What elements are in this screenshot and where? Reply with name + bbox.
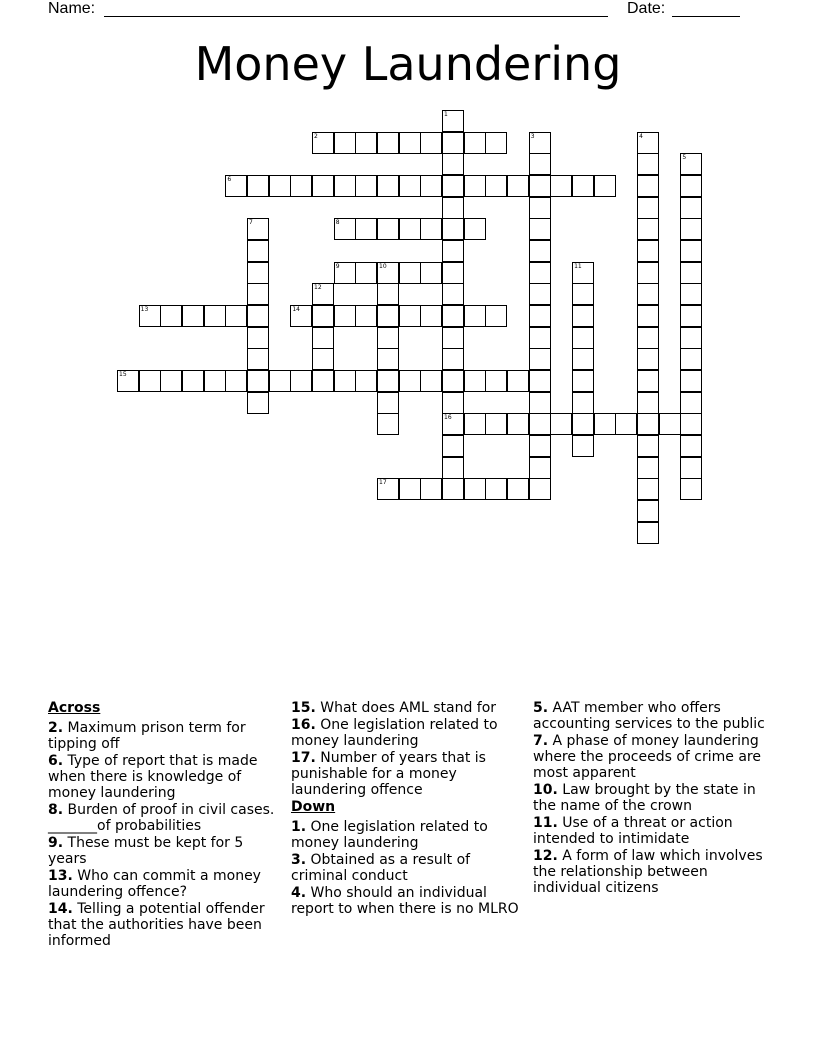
grid-cell[interactable] (442, 110, 464, 132)
grid-cell[interactable] (680, 175, 702, 197)
grid-cell[interactable] (680, 327, 702, 349)
grid-cell[interactable] (399, 305, 421, 327)
grid-cell[interactable] (377, 370, 399, 392)
clue-item (48, 901, 280, 949)
grid-cell[interactable] (312, 305, 334, 327)
grid-cell[interactable] (377, 262, 399, 284)
grid-cell[interactable] (442, 392, 464, 414)
grid-cell[interactable] (399, 478, 421, 500)
clue-number: 13 (140, 306, 149, 314)
grid-cell[interactable] (420, 478, 442, 500)
grid-cell[interactable] (464, 370, 486, 392)
grid-cell[interactable] (247, 283, 269, 305)
grid-cell[interactable] (247, 370, 269, 392)
grid-cell[interactable] (442, 175, 464, 197)
clue-item-text: One legislation related to money laundering (291, 717, 498, 749)
grid-cell[interactable] (572, 175, 594, 197)
grid-cell[interactable] (485, 175, 507, 197)
clue-number: 3 (530, 132, 535, 140)
grid-cell[interactable] (485, 305, 507, 327)
grid-cell[interactable] (572, 348, 594, 370)
grid-cell[interactable] (334, 262, 356, 284)
grid-cell[interactable] (377, 478, 399, 500)
clue-item (533, 700, 769, 732)
grid-cell[interactable] (247, 392, 269, 414)
grid-cell[interactable] (247, 262, 269, 284)
grid-cell[interactable] (377, 175, 399, 197)
grid-cell[interactable] (442, 240, 464, 262)
grid-cell[interactable] (160, 305, 182, 327)
clue-number: 11 (574, 262, 582, 270)
grid-cell[interactable] (572, 283, 594, 305)
clue-number: 6 (227, 176, 232, 183)
grid-cell[interactable] (529, 283, 551, 305)
grid-cell[interactable] (355, 305, 377, 327)
grid-cell[interactable] (442, 305, 464, 327)
grid-cell[interactable] (637, 132, 659, 154)
grid-cell[interactable] (637, 305, 659, 327)
clue-number: 17 (379, 479, 387, 487)
clue-item-number: 4. (291, 885, 307, 901)
grid-cell[interactable] (399, 175, 421, 197)
grid-cell[interactable] (680, 413, 702, 435)
grid-cell[interactable] (269, 175, 291, 197)
grid-cell[interactable] (680, 262, 702, 284)
grid-cell[interactable] (529, 370, 551, 392)
clue-item (533, 733, 769, 781)
clue-item (533, 815, 769, 847)
grid-cell[interactable] (204, 305, 226, 327)
grid-cell[interactable] (529, 262, 551, 284)
clue-item-text: Use of a threat or action intended to intimidate (533, 815, 733, 847)
grid-cell[interactable] (442, 283, 464, 305)
grid-cell[interactable] (247, 327, 269, 349)
grid-cell[interactable] (247, 348, 269, 370)
grid-cell[interactable] (247, 175, 269, 197)
grid-cell[interactable] (485, 478, 507, 500)
clue-item (291, 700, 523, 716)
clue-item-number: 5. (533, 700, 549, 716)
grid-cell[interactable] (399, 370, 421, 392)
clue-number: 10 (379, 262, 387, 270)
grid-cell[interactable] (637, 392, 659, 414)
grid-cell[interactable] (637, 370, 659, 392)
clue-item (48, 720, 280, 752)
clue-item-number: 2. (48, 720, 64, 736)
grid-cell[interactable] (355, 132, 377, 154)
clue-item (291, 852, 523, 884)
grid-cell[interactable] (572, 262, 594, 284)
grid-cell[interactable] (637, 327, 659, 349)
grid-cell[interactable] (680, 457, 702, 479)
grid-cell[interactable] (182, 305, 204, 327)
clue-item-number: 13. (48, 868, 73, 884)
grid-cell[interactable] (182, 370, 204, 392)
grid-cell[interactable] (680, 240, 702, 262)
grid-cell[interactable] (637, 283, 659, 305)
clue-item-text: Burden of proof in civil cases. _______of probabilities (48, 802, 275, 834)
clue-number: 1 (444, 111, 448, 118)
grid-cell[interactable] (377, 392, 399, 414)
grid-cell[interactable] (355, 370, 377, 392)
grid-cell[interactable] (225, 175, 247, 197)
grid-cell[interactable] (529, 240, 551, 262)
grid-cell[interactable] (680, 218, 702, 240)
grid-cell[interactable] (377, 305, 399, 327)
grid-cell[interactable] (442, 218, 464, 240)
clue-item-text: Law brought by the state in the name of the crown (533, 782, 756, 814)
grid-cell[interactable] (680, 283, 702, 305)
grid-cell[interactable] (529, 457, 551, 479)
clue-item-number: 11. (533, 815, 558, 831)
grid-cell[interactable] (637, 218, 659, 240)
grid-cell[interactable] (442, 132, 464, 154)
grid-cell[interactable] (420, 218, 442, 240)
clue-item-number: 7. (533, 733, 549, 749)
grid-cell[interactable] (637, 435, 659, 457)
grid-cell[interactable] (139, 370, 161, 392)
grid-cell[interactable] (485, 132, 507, 154)
grid-cell[interactable] (529, 305, 551, 327)
grid-cell[interactable] (572, 370, 594, 392)
grid-cell[interactable] (377, 327, 399, 349)
grid-cell[interactable] (550, 413, 572, 435)
grid-cell[interactable] (659, 413, 681, 435)
grid-cell[interactable] (680, 305, 702, 327)
grid-cell[interactable] (334, 132, 356, 154)
grid-cell[interactable] (442, 370, 464, 392)
clue-item-text: These must be kept for 5 years (48, 835, 244, 867)
clue-item (291, 717, 523, 749)
grid-cell[interactable] (399, 218, 421, 240)
clue-item-text: AAT member who offers accounting services to the public (533, 700, 765, 732)
grid-cell[interactable] (637, 348, 659, 370)
grid-cell[interactable] (355, 262, 377, 284)
clue-number: 9 (335, 262, 340, 270)
grid-cell[interactable] (637, 240, 659, 262)
grid-cell[interactable] (117, 370, 139, 392)
grid-cell[interactable] (420, 175, 442, 197)
grid-cell[interactable] (312, 283, 334, 305)
grid-cell[interactable] (529, 392, 551, 414)
clue-number: 2 (314, 132, 318, 140)
grid-cell[interactable] (680, 197, 702, 219)
clue-item-text: Who can commit a money laundering offence? (48, 868, 261, 900)
grid-cell[interactable] (269, 370, 291, 392)
grid-cell[interactable] (637, 500, 659, 522)
grid-cell[interactable] (377, 132, 399, 154)
page-title: Money Laundering (194, 37, 622, 91)
grid-cell[interactable] (485, 413, 507, 435)
grid-cell[interactable] (139, 305, 161, 327)
grid-cell[interactable] (312, 175, 334, 197)
clues-column-3 (533, 700, 769, 897)
grid-cell[interactable] (680, 392, 702, 414)
grid-cell[interactable] (399, 262, 421, 284)
grid-cell[interactable] (680, 435, 702, 457)
grid-cell[interactable] (572, 305, 594, 327)
clue-item-number: 15. (291, 700, 316, 716)
clue-item-text: Type of report that is made when there is knowledge of money laundering (48, 753, 258, 801)
grid-cell[interactable] (529, 327, 551, 349)
grid-cell[interactable] (399, 132, 421, 154)
grid-cell[interactable] (680, 370, 702, 392)
clue-item-number: 12. (533, 848, 558, 864)
clue-item (533, 782, 769, 814)
grid-cell[interactable] (442, 435, 464, 457)
grid-cell[interactable] (485, 370, 507, 392)
grid-cell[interactable] (247, 218, 269, 240)
clue-item-text: A form of law which involves the relationship between individual citizens (533, 848, 763, 896)
grid-cell[interactable] (529, 348, 551, 370)
grid-cell[interactable] (225, 370, 247, 392)
clue-item-number: 8. (48, 802, 64, 818)
clue-item-number: 14. (48, 901, 73, 917)
clue-item (48, 835, 280, 867)
grid-cell[interactable] (204, 370, 226, 392)
grid-cell[interactable] (247, 305, 269, 327)
clue-item-number: 9. (48, 835, 64, 851)
grid-cell[interactable] (420, 262, 442, 284)
grid-cell[interactable] (160, 370, 182, 392)
grid-cell[interactable] (529, 153, 551, 175)
clue-item (291, 819, 523, 851)
grid-cell[interactable] (312, 370, 334, 392)
clue-item (291, 885, 523, 917)
grid-cell[interactable] (572, 413, 594, 435)
grid-cell[interactable] (442, 457, 464, 479)
grid-cell[interactable] (529, 413, 551, 435)
grid-cell[interactable] (225, 305, 247, 327)
grid-cell[interactable] (637, 413, 659, 435)
grid-cell[interactable] (572, 435, 594, 457)
grid-cell[interactable] (355, 218, 377, 240)
grid-cell[interactable] (290, 305, 312, 327)
grid-cell[interactable] (529, 175, 551, 197)
grid-cell[interactable] (442, 413, 464, 435)
grid-cell[interactable] (334, 370, 356, 392)
clue-item-text: What does AML stand for (315, 700, 497, 716)
grid-cell[interactable] (312, 348, 334, 370)
clue-item-number: 1. (291, 819, 307, 835)
grid-cell[interactable] (290, 370, 312, 392)
grid-cell[interactable] (464, 218, 486, 240)
grid-cell[interactable] (637, 262, 659, 284)
grid-cell[interactable] (637, 153, 659, 175)
grid-cell[interactable] (442, 262, 464, 284)
grid-cell[interactable] (355, 175, 377, 197)
clue-item-number: 17. (291, 750, 316, 766)
grid-cell[interactable] (442, 478, 464, 500)
grid-cell[interactable] (377, 283, 399, 305)
grid-cell[interactable] (334, 305, 356, 327)
grid-cell[interactable] (637, 175, 659, 197)
clue-number: 7 (249, 219, 253, 227)
grid-cell[interactable] (247, 240, 269, 262)
clue-item-number: 6. (48, 753, 64, 769)
clue-number: 16 (444, 414, 452, 422)
clue-section-heading: Across (48, 700, 101, 716)
grid-cell[interactable] (464, 175, 486, 197)
grid-cell[interactable] (529, 478, 551, 500)
grid-cell[interactable] (680, 153, 702, 175)
clue-item-text: One legislation related to money laundering (291, 819, 488, 851)
clues-column-1 (48, 700, 280, 950)
clue-section-heading: Down (291, 799, 336, 815)
clue-item-text: A phase of money laundering where the proceeds of crime are most apparent (533, 733, 761, 781)
grid-cell[interactable] (637, 522, 659, 544)
grid-cell[interactable] (637, 457, 659, 479)
clue-item-text: Number of years that is punishable for a money laundering offence (291, 750, 486, 798)
grid-cell[interactable] (377, 348, 399, 370)
grid-cell[interactable] (442, 197, 464, 219)
grid-cell[interactable] (572, 327, 594, 349)
name-label: Name: (48, 0, 96, 17)
grid-cell[interactable] (529, 132, 551, 154)
clue-number: 4 (639, 132, 643, 140)
clues-column-2 (291, 700, 523, 918)
grid-cell[interactable] (507, 370, 529, 392)
grid-cell[interactable] (334, 175, 356, 197)
clue-number: 14 (292, 306, 300, 314)
grid-cell[interactable] (377, 413, 399, 435)
grid-cell[interactable] (680, 348, 702, 370)
clue-item-number: 10. (533, 782, 558, 798)
grid-cell[interactable] (507, 478, 529, 500)
clue-item-text: Who should an individual report to when there is no MLRO (291, 885, 519, 917)
grid-cell[interactable] (420, 305, 442, 327)
clue-item-text: Telling a potential offender that the authorities have been informed (48, 901, 265, 949)
clue-item-text: Obtained as a result of criminal conduct (291, 852, 471, 884)
clue-item (48, 802, 280, 834)
grid-cell[interactable] (377, 218, 399, 240)
grid-cell[interactable] (594, 413, 616, 435)
clue-item (48, 868, 280, 900)
grid-cell[interactable] (680, 478, 702, 500)
clue-item (291, 750, 523, 798)
grid-cell[interactable] (594, 175, 616, 197)
clue-item (533, 848, 769, 896)
clue-item-number: 3. (291, 852, 307, 868)
grid-cell[interactable] (529, 197, 551, 219)
grid-cell[interactable] (550, 175, 572, 197)
grid-cell[interactable] (464, 132, 486, 154)
grid-cell[interactable] (637, 197, 659, 219)
grid-cell[interactable] (464, 305, 486, 327)
grid-cell[interactable] (507, 175, 529, 197)
grid-cell[interactable] (507, 413, 529, 435)
grid-cell[interactable] (420, 132, 442, 154)
grid-cell[interactable] (442, 327, 464, 349)
grid-cell[interactable] (464, 478, 486, 500)
grid-cell[interactable] (442, 153, 464, 175)
clue-item-text: Maximum prison term for tipping off (48, 720, 246, 752)
grid-cell[interactable] (615, 413, 637, 435)
grid-cell[interactable] (464, 413, 486, 435)
grid-cell[interactable] (312, 327, 334, 349)
clue-item (48, 753, 280, 801)
grid-cell[interactable] (420, 370, 442, 392)
date-label: Date: (627, 0, 666, 17)
grid-cell[interactable] (312, 132, 334, 154)
grid-cell[interactable] (442, 348, 464, 370)
clue-number: 8 (335, 219, 340, 227)
grid-cell[interactable] (334, 218, 356, 240)
clue-item-number: 16. (291, 717, 316, 733)
clue-number: 12 (314, 284, 322, 292)
grid-cell[interactable] (572, 392, 594, 414)
grid-cell[interactable] (529, 435, 551, 457)
clue-number: 15 (119, 371, 127, 379)
clue-number: 5 (682, 154, 687, 162)
grid-cell[interactable] (637, 478, 659, 500)
grid-cell[interactable] (529, 218, 551, 240)
grid-cell[interactable] (290, 175, 312, 197)
